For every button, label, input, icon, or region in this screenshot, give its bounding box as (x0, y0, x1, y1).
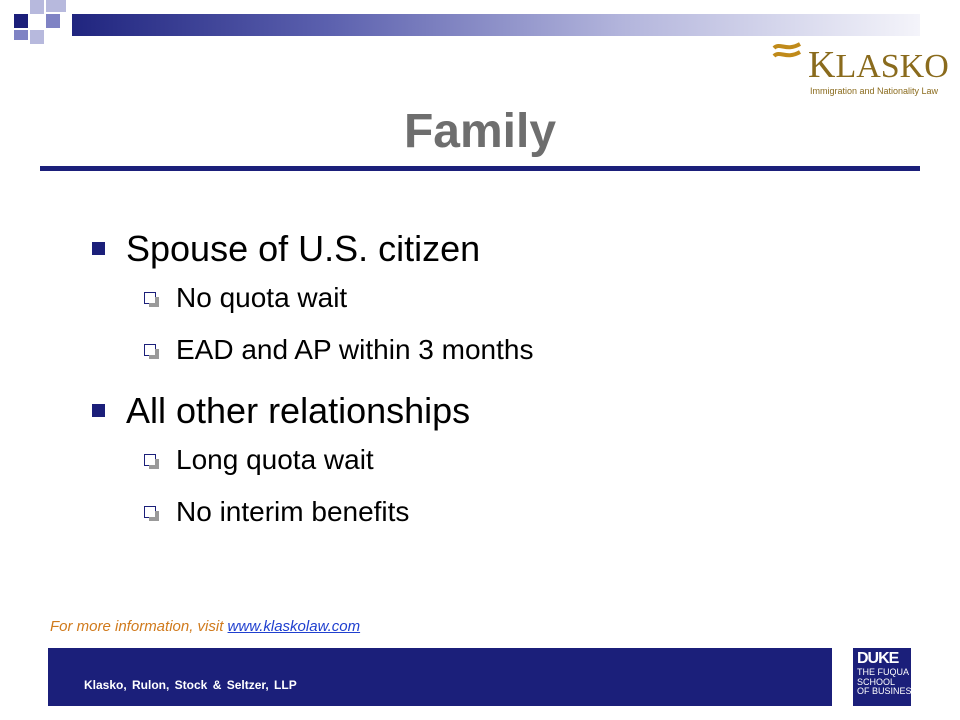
sub-bullet-item (92, 440, 912, 492)
bullet-item (92, 388, 912, 436)
more-info-prefix: For more information, visit (50, 618, 228, 635)
slide-title: Family (403, 105, 557, 158)
duke-logo-line: THE FUQUA (857, 667, 910, 677)
footer-bar (48, 648, 832, 706)
firm-name: Klasko, Rulon, Stock & Seltzer, LLP (84, 678, 297, 692)
decor-square-5 (46, 0, 66, 12)
filled-square-icon (92, 242, 105, 255)
duke-fuqua-logo (853, 648, 918, 706)
decor-square-1 (14, 14, 28, 28)
sub-bullet-text: No quota wait (176, 282, 348, 313)
klasko-logo (772, 40, 949, 100)
decor-square-4 (30, 30, 44, 44)
duke-logo-lines (857, 667, 918, 697)
shadowed-square-icon (144, 506, 156, 518)
decor-square-2 (30, 0, 44, 14)
bullet-text: Spouse of U.S. citizen (126, 228, 481, 269)
bullet-text: All other relationships (126, 390, 471, 431)
sub-bullet-text: Long quota wait (176, 444, 374, 475)
bullet-list (92, 226, 912, 544)
logo-subtitle: Immigration and Nationality Law (810, 86, 939, 96)
shadowed-square-icon (144, 454, 156, 466)
sub-bullet-text: EAD and AP within 3 months (176, 334, 534, 365)
logo-wordmark: KLASKO (808, 44, 949, 86)
decor-square-6 (14, 30, 28, 40)
duke-logo-line: OF BUSINESS (857, 686, 918, 696)
website-link[interactable]: www.klaskolaw.com (227, 618, 361, 635)
duke-logo-line: SCHOOL (857, 676, 896, 687)
sub-bullet-item (92, 492, 912, 544)
duke-logo-top: DUKE (857, 650, 899, 667)
title-underline (40, 166, 920, 171)
more-info-line (50, 618, 360, 635)
bullet-item (92, 226, 912, 274)
wave-mark-icon (772, 40, 802, 66)
sub-bullet-item (92, 330, 912, 382)
filled-square-icon (92, 404, 105, 417)
decor-square-3 (46, 14, 60, 28)
shadowed-square-icon (144, 292, 156, 304)
top-gradient-bar (72, 14, 920, 36)
shadowed-square-icon (144, 344, 156, 356)
sub-bullet-item (92, 278, 912, 330)
sub-bullet-text: No interim benefits (176, 496, 410, 527)
